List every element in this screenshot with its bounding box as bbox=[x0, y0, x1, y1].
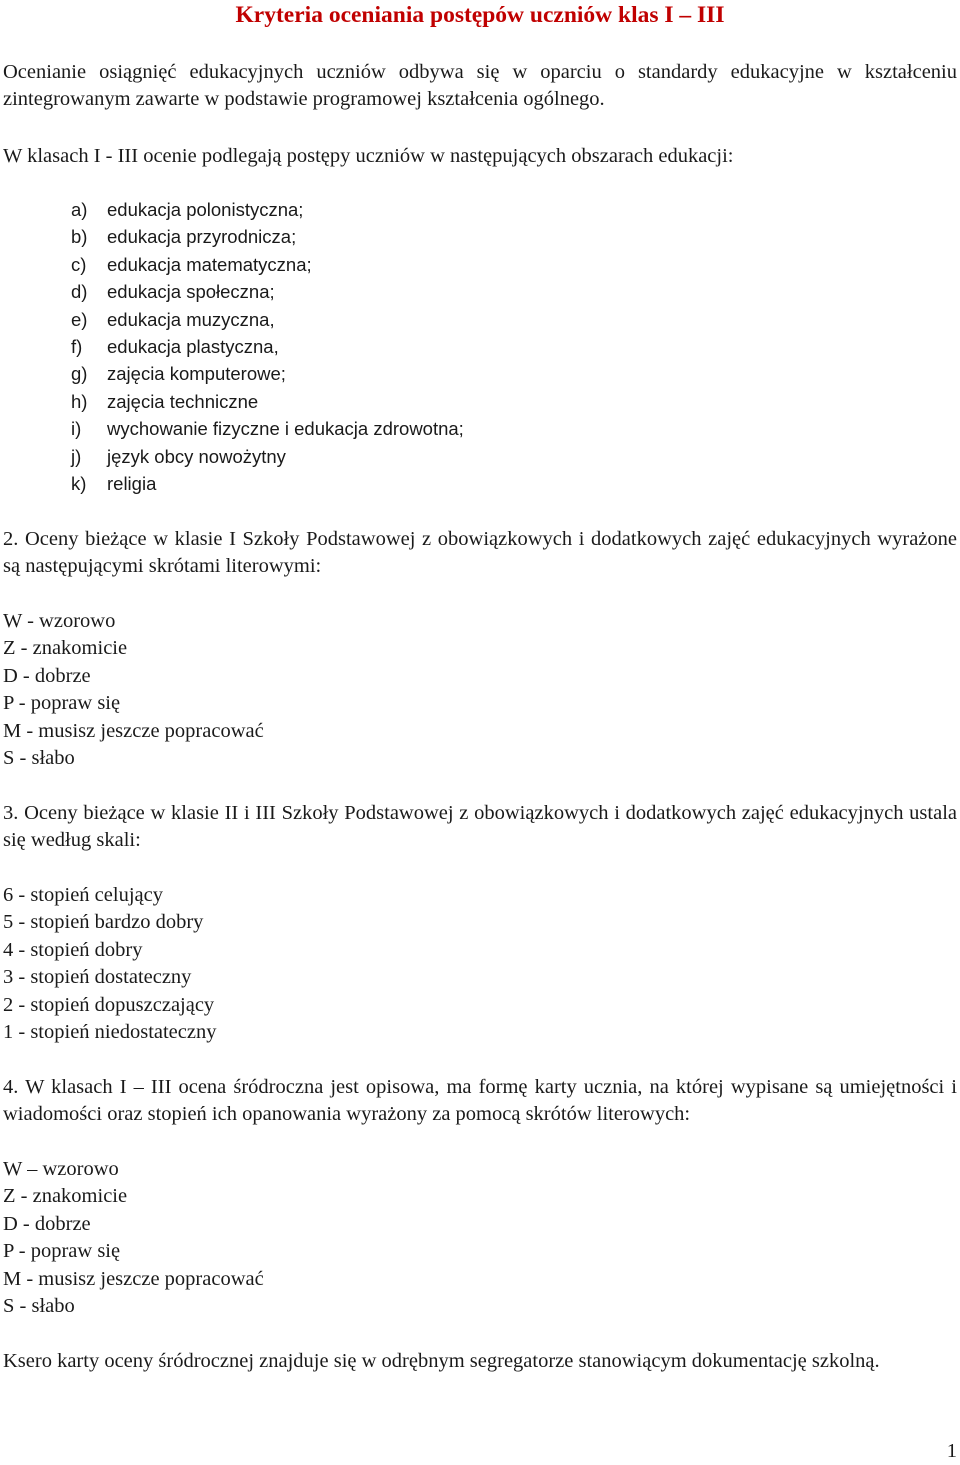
scale-item: D - dobrze bbox=[3, 1212, 91, 1235]
scale-item: S - słabo bbox=[3, 746, 75, 769]
list-item: h) zajęcia techniczne bbox=[71, 390, 259, 412]
scale-item: 3 - stopień dostateczny bbox=[3, 966, 192, 989]
list-item: e) edukacja muzyczna, bbox=[71, 308, 275, 330]
areas-intro: W klasach I - III ocenie podlegają postępy uczniów w następujących obszarach edukacji: bbox=[3, 145, 734, 167]
list-item: d) edukacja społeczna; bbox=[71, 281, 275, 303]
scale-item: D - dobrze bbox=[3, 664, 91, 687]
list-item: i) wychowanie fizyczne i edukacja zdrowotna; bbox=[71, 418, 464, 440]
scale-item: 4 - stopień dobry bbox=[3, 938, 143, 961]
list-item: j) język obcy nowożytny bbox=[71, 445, 286, 467]
scale-item: M - musisz jeszcze popracować bbox=[3, 719, 264, 742]
list-item: a) edukacja polonistyczna; bbox=[71, 199, 304, 220]
list-item: g) zajęcia komputerowe; bbox=[71, 363, 286, 385]
areas-list bbox=[71, 196, 464, 497]
section-3-scale bbox=[3, 882, 957, 1046]
section-2-paragraph: 2. Oceny bieżące w klasie I Szkoły Podstawowej z obowiązkowych i dodatkowych zajęć edukacyjnych wyrażone są następującymi skrótami literowymi: bbox=[3, 528, 957, 578]
page-title: Kryteria oceniania postępów uczniów klas I – III bbox=[235, 2, 725, 28]
scale-item: M - musisz jeszcze popracować bbox=[3, 1267, 264, 1290]
section-2-scale bbox=[3, 608, 957, 772]
list-item: f) edukacja plastyczna, bbox=[71, 335, 279, 357]
scale-item: P - popraw się bbox=[3, 692, 121, 715]
scale-item: S - słabo bbox=[3, 1294, 75, 1317]
section-4-scale bbox=[3, 1156, 957, 1320]
scale-item: Z - znakomicie bbox=[3, 637, 128, 660]
scale-item: 2 - stopień dopuszczający bbox=[3, 993, 215, 1016]
section-4-paragraph: 4. W klasach I – III ocena śródroczna jest opisowa, ma formę karty ucznia, na której wypisane są umiejętności i wiadomości oraz stopień ich opanowania wyrażony za pomocą skrótów literowych: bbox=[3, 1076, 957, 1126]
scale-item: Z - znakomicie bbox=[3, 1185, 128, 1208]
scale-item: 1 - stopień niedostateczny bbox=[3, 1020, 217, 1043]
scale-item: 5 - stopień bardzo dobry bbox=[3, 911, 204, 934]
scale-item: W - wzorowo bbox=[3, 610, 116, 632]
section-3-paragraph: 3. Oceny bieżące w klasie II i III Szkoły Podstawowej z obowiązkowych i dodatkowych zajęć edukacyjnych ustala się według skali: bbox=[3, 802, 957, 852]
closing-paragraph: Ksero karty oceny śródrocznej znajduje się w odrębnym segregatorze stanowiącym dokumentację szkolną. bbox=[3, 1350, 880, 1372]
scale-item: P - popraw się bbox=[3, 1240, 121, 1263]
page-number: 1 bbox=[946, 1440, 957, 1462]
list-item: k) religia bbox=[71, 472, 157, 494]
scale-item: 6 - stopień celujący bbox=[3, 884, 163, 906]
intro-paragraph: Ocenianie osiągnięć edukacyjnych uczniów odbywa się w oparciu o standardy edukacyjne w kształceniu zintegrowanym zawarte w podstawie programowej kształcenia ogólnego. bbox=[3, 61, 957, 111]
scale-item: W – wzorowo bbox=[3, 1158, 119, 1180]
list-item: b) edukacja przyrodnicza; bbox=[71, 226, 297, 248]
list-item: c) edukacja matematyczna; bbox=[71, 253, 312, 275]
